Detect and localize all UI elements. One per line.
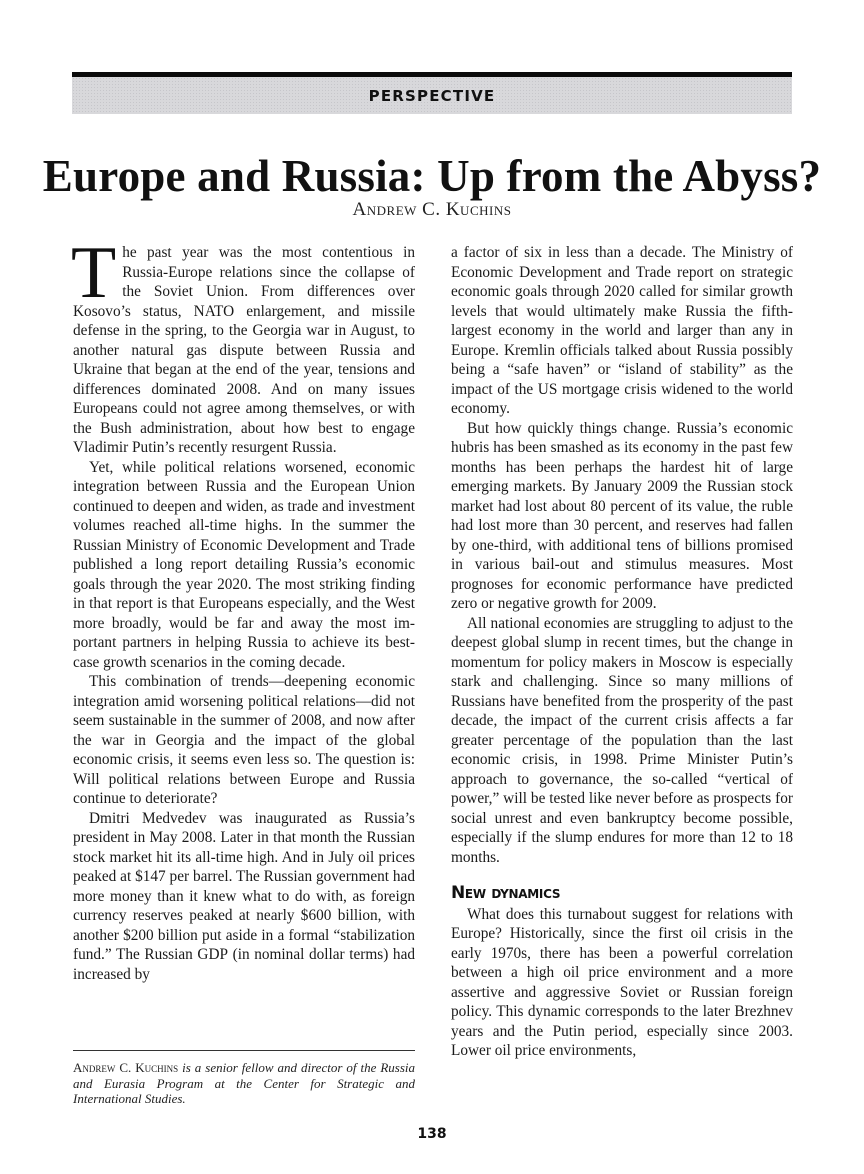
paragraph: The past year was the most contentious in Russia-Europe relations since the collapse of the Soviet Union. From differences over Kosovo’s status, NATO enlargement, and missile defense in the spring, to the Georgia war in August, to another natural gas dispute between Russia and Ukraine that began at the end of the year, tensions and differences dominated 2008. And on many issues Europeans could not agree among themselves, or with the Bush administration, about how best to engage Vladimir Putin’s recently resurgent Russia. xyxy=(71,232,415,456)
section-heading: New dynamics xyxy=(451,883,561,903)
paragraph: Dmitri Medvedev was inaugurated as Russia’s president in May 2008. Later in that month the Russian stock market hit its all-time high. And in July oil prices peaked at $147 per barrel. The Russian government had more money than it knew what to do with, as foreign currency reserves peaked at nearly $600 billion, with another $200 billion put aside in a formal “stabilization fund.” The Russian GDP (in nominal dollar terms) had increased by xyxy=(73,809,416,983)
author-footnote xyxy=(73,1060,415,1107)
section-label: PERSPECTIVE xyxy=(368,86,496,105)
drop-cap: T xyxy=(71,232,117,314)
footnote-description: is a senior fellow and director of the Russia and Eurasia Program at the Center for Strategic and International Studies. xyxy=(73,1060,415,1106)
right-column xyxy=(451,243,793,1061)
left-column xyxy=(71,232,416,984)
article-byline: Andrew C. Kuchins xyxy=(352,199,512,220)
paragraph: All national economies are struggling to adjust to the deepest global slump in recent times, but the change in momentum for policy makers in Moscow is especially stark and challenging. Since so many millions of Russians have benefited from the prosperity of the past decade, the impact of the current crisis affects a far greater percentage of the population than the last economic crisis, in 1998. Prime Minister Putin’s approach to governance, the so-called “vertical of power,” will be tested like never before as prospects for social unrest and even bankruptcy become possible, especially if the slump endures for more than 12 to 18 months. xyxy=(451,614,793,866)
paragraph: a factor of six in less than a decade. The Ministry of Economic Development and Trade report on strategic economic goals through 2020 called for similar growth levels that would ultimately make Russia the fifth-largest economy in the world and larger than any in Europe. Kremlin officials talked about Russia possibly being a “safe haven” or “island of stability” as the impact of the US mortgage crisis widened to the world economy. xyxy=(451,244,793,417)
acronym: US xyxy=(537,380,558,398)
footnote-rule xyxy=(73,1050,415,1051)
paragraph: Yet, while political relations worsened, economic integration between Russia and the European Union continued to deepen and widen, as trade and investment volumes reached all-time highs. In the summer the Russian Ministry of Economic Development and Trade published a long report detailing Russia’s economic goals through the year 2020. The most striking finding in that report is that Europeans especially, and the West more broadly, would be far and away the most important partners in helping Russia to achieve its best-case growth scenarios in the coming decade. xyxy=(73,458,415,671)
page-number: 138 xyxy=(417,1126,447,1142)
footnote-author-name: Andrew C. Kuchins xyxy=(73,1060,179,1075)
paragraph: But how quickly things change. Russia’s economic hubris has been smashed as its economy in the past few months has been perhaps the hardest hit of large emerging markets. By January 2009 the Russian stock market had lost about 80 percent of its value, the ruble had lost more than 30 percent, and reserves had fallen by one-third, with additional tens of billions promised in various bail-out and stimulus measures. Most prognoses for economic performance have predicted zero or negative growth for 2009. xyxy=(451,419,793,612)
acronym: NATO xyxy=(193,302,235,320)
paragraph: What does this turnabout suggest for relations with Europe? Historically, since the first oil crisis in the early 1970s, there has been a powerful correlation between a high oil price environment and a more assertive and aggressive Soviet or Russian foreign policy. This dynamic corresponds to the later Brezhnev years and the Putin period, especially since 2003. Lower oil price environments, xyxy=(451,905,793,1059)
paragraph: This combination of trends—deepening economic integration amid worsening political relations—did not seem sustainable in the summer of 2008, and now after the war in Georgia and the impact of the global economic crisis, it seems even less so. The question is: Will political relations between Europe and Russia continue to deteriorate? xyxy=(73,673,415,807)
section-banner xyxy=(72,77,792,114)
acronym: GDP xyxy=(197,946,229,963)
article-title: Europe and Russia: Up from the Abyss? xyxy=(42,151,822,201)
